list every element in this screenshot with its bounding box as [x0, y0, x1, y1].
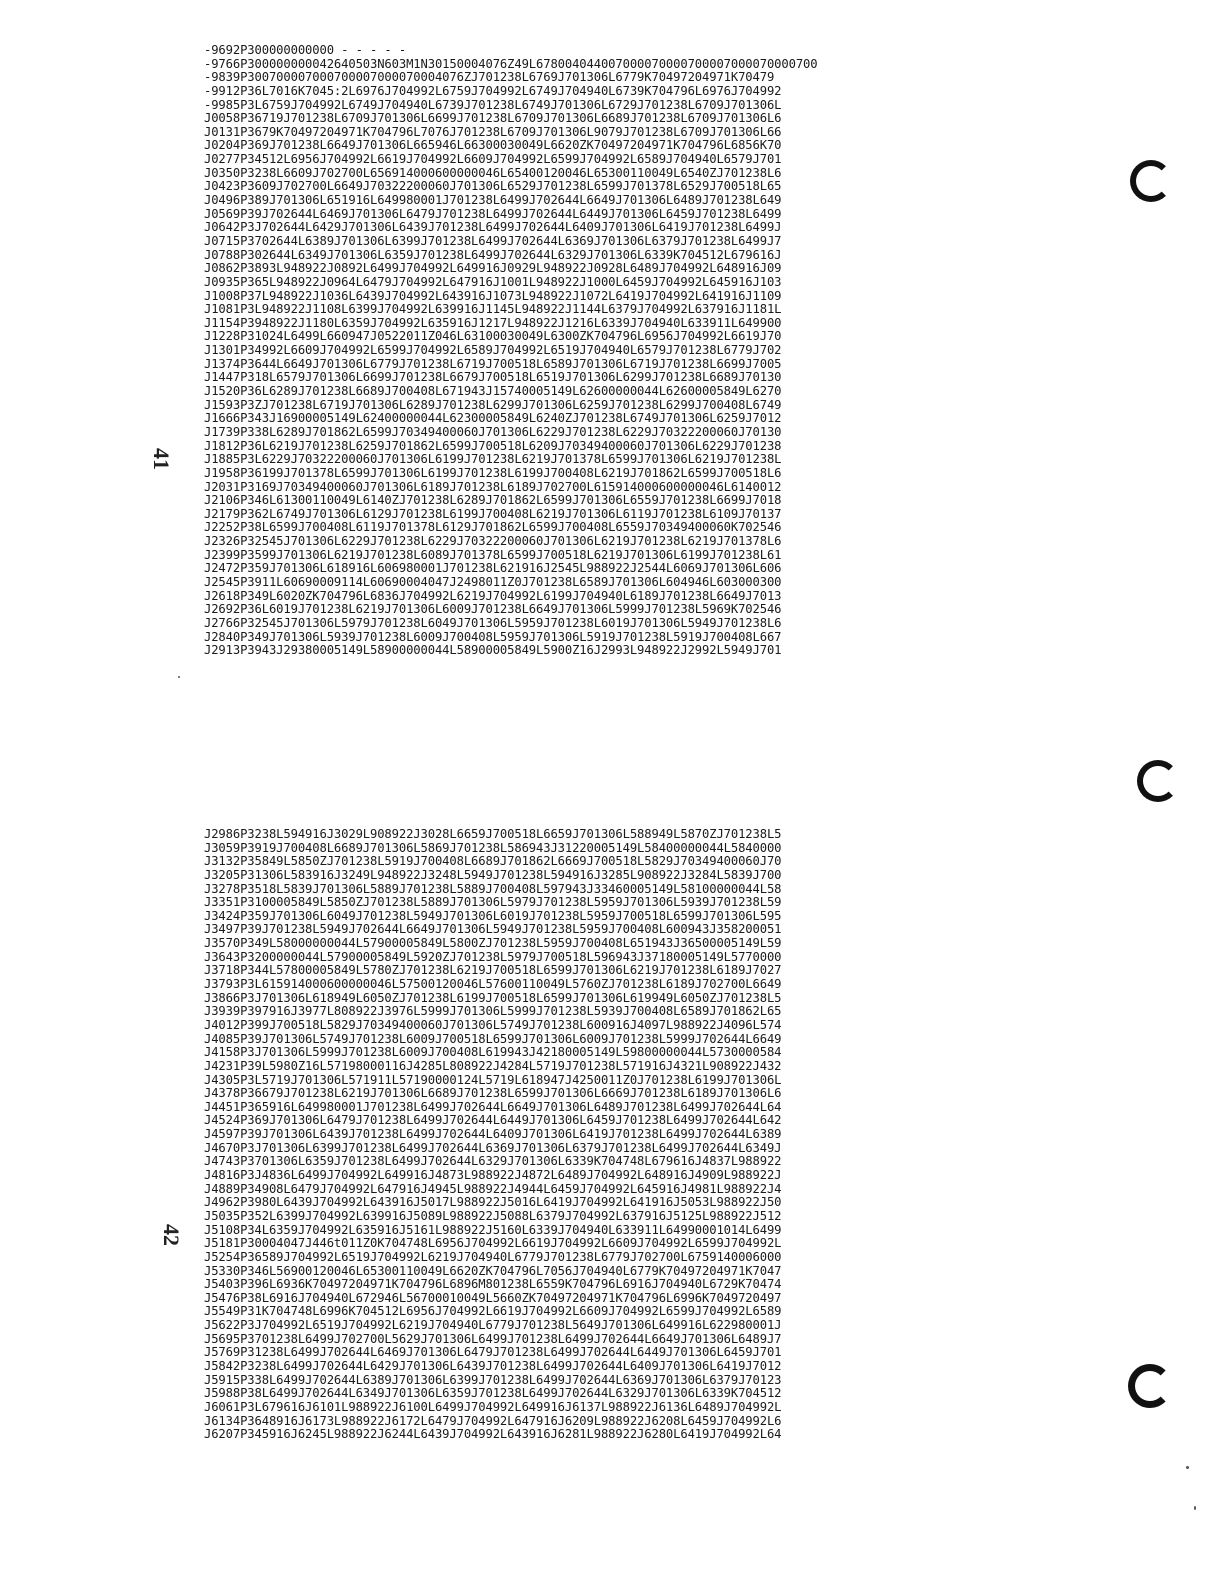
code-line: J3205P31306L583916J3249L948922J3248L5949J701238L594916J3285L908922J3284L5839J700 [204, 867, 782, 882]
code-line: J1447P318L6579J701306L6699J701238L6679J700518L6519J701306L6299J701238L6689J70130 [204, 370, 782, 385]
code-line: J5403P396L6936K70497204971K704796L6896M801238L6559K704796L6916J704940L6729K70474 [204, 1277, 782, 1292]
code-line: J1008P37L948922J1036L6439J704992L643916J1073L948922J1072L6419J704992L641916J1109 [204, 288, 782, 303]
scan-speck [1186, 1466, 1189, 1469]
code-line: J0642P3J702644L6429J701306L6439J701238L6499J702644L6409J701306L6419J701238L6499J [204, 220, 782, 235]
code-line: J1154P3948922J1180L6359J704992L635916J1217L948922J1216L6339J704940L633911L649900 [204, 315, 782, 330]
code-line: J3059P3919J700408L6689J701306L5869J701238L586943J31220005149L58400000044L5840000 [204, 840, 782, 855]
binder-hole-top [1130, 160, 1172, 202]
code-line: J2692P36L6019J701238L6219J701306L6009J701238L6649J701306L5999J701238L5969K702546 [204, 602, 782, 617]
code-line: J1812P36L6219J701238L6259J701862L6599J700518L6209J70349400060J701306L6229J701238 [204, 438, 782, 453]
code-line: J1885P3L6229J70322200060J701306L6199J701238L6219J701378L6599J701306L6219J701238L [204, 452, 782, 467]
code-line: J0496P389J701306L651916L649980001J701238L6499J702644L6649J701306L6489J701238L649 [204, 193, 782, 208]
code-line: -9692P300000000000 - - - - - [204, 43, 407, 57]
code-line: J1301P34992L6609J704992L6599J704992L6589J704992L6519J704940L6579J701238L6779J702 [204, 343, 782, 358]
code-line: J2618P349L6020ZK704796L6836J704992L6219J704992L6199J704940L6189J701238L6649J7013 [204, 588, 782, 603]
code-line: J0058P36719J701238L6709J701306L6699J701238L6709J701306L6689J701238L6709J701306L6 [204, 111, 782, 126]
code-line: J2031P3169J70349400060J701306L6189J701238L6189J702700L615914000600000046L6140012 [204, 479, 782, 494]
code-line: J1739P338L6289J701862L6599J70349400060J701306L6229J701238L6229J70322200060J70130 [204, 424, 782, 439]
code-line: J5181P30004047J446t011Z0K704748L6956J704992L6619J704992L6609J704992L6599J704992L [204, 1236, 782, 1251]
code-line: J4889P34908L6479J704992L647916J4945L988922J4944L6459J704992L645916J4981L988922J4 [204, 1181, 782, 1196]
page-number-bottom: 42 [159, 1224, 184, 1246]
code-line: J2913P3943J29380005149L58900000044L58900005849L5900Z16J2993L948922J2992L5949J701 [204, 643, 782, 658]
code-line: J2252P38L6599J700408L6119J701378L6129J701862L6599J700408L6559J70349400060K702546 [204, 520, 782, 535]
code-line: J3570P349L58000000044L57900005849L5800ZJ701238L5959J700408L651943J36500005149L59 [204, 936, 782, 951]
code-line: J6134P3648916J6173L988922J6172L6479J704992L647916J6209L988922J6208L6459J704992L6 [204, 1413, 782, 1428]
code-line: J3866P3J701306L618949L6050ZJ701238L6199J700518L6599J701306L619949L6050ZJ701238L5 [204, 990, 782, 1005]
code-line: J2106P346L61300110049L6140ZJ701238L6289J701862L6599J701306L6559J701238L6699J7018 [204, 493, 782, 508]
code-line: J4451P365916L649980001J701238L6499J702644L6649J701306L6489J701238L6499J702644L64 [204, 1099, 782, 1114]
code-line: J4231P39L5980Z16L57198000116J4285L808922J4284L5719J701238L571916J4321L908922J432 [204, 1058, 782, 1073]
code-line: J2766P32545J701306L5979J701238L6049J701306L5959J701238L6019J701306L5949J701238L6 [204, 615, 782, 630]
code-line: J2326P32545J701306L6229J701238L6229J70322200060J701306L6219J701238L6219J701378L6 [204, 534, 782, 549]
code-line: J2179P362L6749J701306L6129J701238L6199J700408L6219J701306L6119J701238L6109J70137 [204, 506, 782, 521]
code-listing-bottom [204, 828, 781, 1442]
code-line: J3132P35849L5850ZJ701238L5919J700408L6689J701862L6669J700518L5829J70349400060J70 [204, 854, 782, 869]
code-line: J0131P3679K70497204971K704796L7076J701238L6709J701306L9079J701238L6709J701306L66 [204, 124, 782, 139]
code-line: J4012P399J700518L5829J70349400060J701306L5749J701238L600916J4097L988922J4096L574 [204, 1017, 782, 1032]
code-line: J0204P369J701238L6649J701306L665946L66300030049L6620ZK70497204971K704796L6856K70 [204, 138, 782, 153]
code-line: J1593P3ZJ701238L6719J701306L6289J701238L6299J701306L6259J701238L6299J700408L6749 [204, 397, 782, 412]
code-line: J3424P359J701306L6049J701238L5949J701306L6019J701238L5959J700518L6599J701306L595 [204, 908, 782, 923]
code-line: -9985P3L6759J704992L6749J704940L6739J701238L6749J701306L6729J701238L6709J701306L [204, 97, 782, 112]
binder-hole-middle [1137, 760, 1179, 802]
code-line: J5769P31238L6499J702644L6469J701306L6479J701238L6499J702644L6449J701306L6459J701 [204, 1345, 782, 1360]
code-line: J0350P3238L6609J702700L656914000600000046L65400120046L65300110049L6540ZJ701238L6 [204, 165, 782, 180]
code-line: J2986P3238L594916J3029L908922J3028L6659J700518L6659J701306L588949L5870ZJ701238L5 [204, 827, 782, 841]
code-line: J0715P3702644L6389J701306L6399J701238L6499J702644L6369J701306L6379J701238L6499J7 [204, 233, 782, 248]
code-line: J5549P31K704748L6996K704512L6956J704992L6619J704992L6609J704992L6599J704992L6589 [204, 1304, 782, 1319]
code-line: J4816P3J4836L6499J704992L649916J4873L988922J4872L6489J704992L648916J4909L988922J [204, 1168, 782, 1183]
code-line: J5988P38L6499J702644L6349J701306L6359J701238L6499J702644L6329J701306L6339K704512 [204, 1386, 782, 1401]
code-line: J3497P39J701238L5949J702644L6649J701306L5949J701238L5959J700408L600943J358200051 [204, 922, 782, 937]
code-line: J4597P39J701306L6439J701238L6499J702644L6409J701306L6419J701238L6499J702644L6389 [204, 1127, 782, 1142]
code-line: J4085P39J701306L5749J701238L6009J700518L6599J701306L6009J701238L5999J702644L6649 [204, 1031, 782, 1046]
code-line: J3793P3L615914000600000046L57500120046L57600110049L5760ZJ701238L6189J702700L6649 [204, 977, 782, 992]
code-line: J5915P338L6499J702644L6389J701306L6399J701238L6499J702644L6369J701306L6379J70123 [204, 1372, 782, 1387]
code-line: J3718P344L57800005849L5780ZJ701238L6219J700518L6599J701306L6219J701238L6189J7027 [204, 963, 782, 978]
code-line: J4743P3701306L6359J701238L6499J702644L6329J701306L6339K704748L679616J4837L988922 [204, 1154, 782, 1169]
code-line: J5476P38L6916J704940L672946L56700010049L5660ZK70497204971K704796L6996K7049720497 [204, 1290, 782, 1305]
code-line: J3278P3518L5839J701306L5889J701238L5889J700408L597943J33460005149L58100000044L58 [204, 881, 782, 896]
code-line: J3643P3200000044L57900005849L5920ZJ701238L5979J700518L596943J37180005149L5770000 [204, 949, 782, 964]
code-line: J3939P397916J3977L808922J3976L5999J701306L5999J701238L5939J700408L6589J701862L65 [204, 1004, 782, 1019]
code-line: J0788P302644L6349J701306L6359J701238L6499J702644L6329J701306L6339K704512L679616J [204, 247, 782, 262]
code-line: J5035P352L6399J704992L639916J5089L988922J5088L6379J704992L637916J5125L988922J512 [204, 1208, 782, 1223]
code-line: -9912P36L7016K7045:2L6976J704992L6759J704992L6749J704940L6739K704796L6976J704992 [204, 83, 782, 98]
code-line: J1520P36L6289J701238L6689J700408L671943J15740005149L62600000044L62600005849L6270 [204, 384, 782, 399]
code-listing-top [204, 44, 818, 658]
code-line: J4305P3L5719J701306L571911L57190000124L5719L618947J4250011Z0J701238L6199J701306L [204, 1072, 782, 1087]
code-line: J5842P3238L6499J702644L6429J701306L6439J701238L6499J702644L6409J701306L6419J7012 [204, 1358, 782, 1373]
code-line: J1958P36199J701378L6599J701306L6199J701238L6199J700408L6219J701862L6599J700518L6 [204, 465, 782, 480]
code-line: J1081P3L948922J1108L6399J704992L639916J1145L948922J1144L6379J704992L637916J1181L [204, 302, 782, 317]
code-line: J0277P34512L6956J704992L6619J704992L6609J704992L6599J704992L6589J704940L6579J701 [204, 152, 782, 167]
code-line: -9839P300700007000700007000070004076ZJ701238L6769J701306L6779K70497204971K70479 [204, 70, 775, 85]
code-line: J5330P346L56900120046L65300110049L6620ZK704796L7056J704940L6779K70497204971K7047 [204, 1263, 782, 1278]
code-line: J0569P39J702644L6469J701306L6479J701238L6499J702644L6449J701306L6459J701238L6499 [204, 206, 782, 221]
code-line: J1666P343J16900005149L62400000044L62300005849L6240ZJ701238L6749J701306L6259J7012 [204, 411, 782, 426]
code-line: J3351P3100005849L5850ZJ701238L5889J701306L5979J701238L5959J701306L5939J701238L59 [204, 895, 782, 910]
code-line: J6207P345916J6245L988922J6244L6439J704992L643916J6281L988922J6280L6419J704992L64 [204, 1427, 782, 1442]
code-line: J5695P3701238L6499J702700L5629J701306L6499J701238L6499J702644L6649J701306L6489J7 [204, 1331, 782, 1346]
code-line: J4158P3J701306L5999J701238L6009J700408L619943J42180005149L59800000044L5730000584 [204, 1045, 782, 1060]
code-line: J2472P359J701306L618916L606980001J701238L621916J2545L988922J2544L6069J701306L606 [204, 561, 782, 576]
code-line: J6061P3L679616J6101L988922J6100L6499J704992L649916J6137L988922J6136L6489J704992L [204, 1399, 782, 1414]
code-line: J0423P3609J702700L6649J70322200060J701306L6529J701238L6599J701378L6529J700518L65 [204, 179, 782, 194]
code-line: J4524P369J701306L6479J701238L6499J702644L6449J701306L6459J701238L6499J702644L642 [204, 1113, 782, 1128]
code-line: J4962P3980L6439J704992L643916J5017L988922J5016L6419J704992L641916J5053L988922J50 [204, 1195, 782, 1210]
code-line: J5108P34L6359J704992L635916J5161L988922J5160L6339J704940L633911L64990001014L6499 [204, 1222, 782, 1237]
binder-hole-bottom [1128, 1364, 1172, 1408]
code-line: J2545P3911L60690009114L60690004047J2498011Z0J701238L6589J701306L604946L603000300 [204, 574, 782, 589]
code-line: J2840P349J701306L5939J701238L6009J700408L5959J701306L5919J701238L5919J700408L667 [204, 629, 782, 644]
code-line: J1228P31024L6499L660947J0522011Z046L63100030049L6300ZK704796L6956J704992L6619J70 [204, 329, 782, 344]
code-line: J0862P3893L948922J0892L6499J704992L649916J0929L948922J0928L6489J704992L648916J09 [204, 261, 782, 276]
code-line: J5254P36589J704992L6519J704992L6219J704940L6779J701238L6779J702700L6759140006000 [204, 1249, 782, 1264]
scan-speck [178, 676, 180, 678]
page-number-top: 41 [149, 448, 174, 470]
code-line: J4378P36679J701238L6219J701306L6689J701238L6599J701306L6669J701238L6189J701306L6 [204, 1086, 782, 1101]
code-line: J5622P3J704992L6519J704992L6219J704940L6779J701238L5649J701306L649916L622980001J [204, 1318, 782, 1333]
code-line: -9766P300000000042640503N603M1N30150004076Z49L678004044007000070000700007000070000700 [204, 56, 818, 71]
code-line: J1374P3644L6649J701306L6779J701238L6719J700518L6589J701306L6719J701238L6699J7005 [204, 356, 782, 371]
scan-speck [1194, 1506, 1196, 1510]
code-line: J4670P3J701306L6399J701238L6499J702644L6369J701306L6379J701238L6499J702644L6349J [204, 1140, 782, 1155]
code-line: J0935P365L948922J0964L6479J704992L647916J1001L948922J1000L6459J704992L645916J103 [204, 274, 782, 289]
code-line: J2399P3599J701306L6219J701238L6089J701378L6599J700518L6219J701306L6199J701238L61 [204, 547, 782, 562]
